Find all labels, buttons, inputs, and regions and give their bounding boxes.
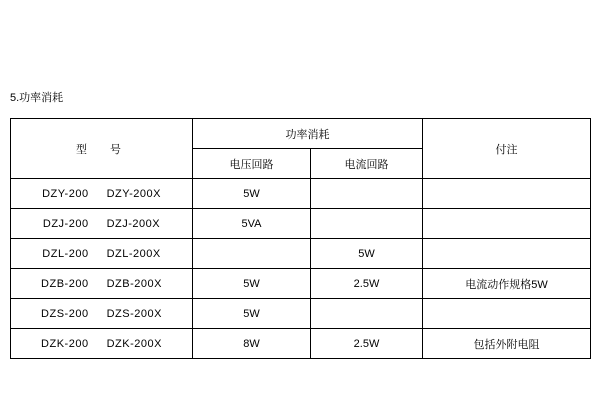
model-code-a: DZY-200 — [42, 187, 89, 200]
header-power: 功率消耗 — [193, 119, 423, 149]
cell-note: 包括外附电阻 — [423, 329, 591, 359]
cell-model — [11, 209, 193, 239]
cell-voltage: 8W — [193, 329, 311, 359]
table-header-row — [11, 119, 591, 149]
model-code-b: DZK-200X — [106, 337, 162, 350]
cell-note — [423, 179, 591, 209]
model-code-a: DZB-200 — [41, 277, 89, 290]
model-code-b: DZS-200X — [106, 307, 162, 320]
cell-current: 2.5W — [311, 329, 423, 359]
model-code-b: DZY-200X — [106, 187, 161, 200]
model-code-a: DZL-200 — [42, 247, 89, 260]
table-row — [11, 209, 591, 239]
cell-model — [11, 239, 193, 269]
table-row — [11, 269, 591, 299]
model-code-b: DZB-200X — [106, 277, 162, 290]
table-row — [11, 299, 591, 329]
cell-model — [11, 269, 193, 299]
header-voltage-circuit: 电压回路 — [193, 149, 311, 179]
cell-voltage: 5W — [193, 269, 311, 299]
cell-voltage — [193, 239, 311, 269]
cell-note: 电流动作规格5W — [423, 269, 591, 299]
cell-note — [423, 299, 591, 329]
table-row — [11, 239, 591, 269]
cell-model — [11, 179, 193, 209]
model-code-b: DZL-200X — [106, 247, 161, 260]
header-note: 付注 — [423, 119, 591, 179]
table-row — [11, 329, 591, 359]
cell-current: 2.5W — [311, 269, 423, 299]
cell-current — [311, 209, 423, 239]
table-row — [11, 179, 591, 209]
cell-voltage: 5W — [193, 299, 311, 329]
header-current-circuit: 电流回路 — [311, 149, 423, 179]
cell-model — [11, 299, 193, 329]
section-title: 5.功率消耗 — [10, 92, 64, 104]
cell-current: 5W — [311, 239, 423, 269]
header-model: 型 号 — [11, 119, 193, 179]
cell-current — [311, 179, 423, 209]
model-code-a: DZK-200 — [41, 337, 89, 350]
cell-model — [11, 329, 193, 359]
cell-note — [423, 239, 591, 269]
model-code-a: DZS-200 — [41, 307, 89, 320]
power-consumption-table-wrapper — [10, 118, 590, 359]
model-code-b: DZJ-200X — [106, 217, 161, 230]
cell-voltage: 5W — [193, 179, 311, 209]
power-consumption-table — [10, 118, 591, 359]
cell-voltage: 5VA — [193, 209, 311, 239]
cell-note — [423, 209, 591, 239]
model-code-a: DZJ-200 — [42, 217, 89, 230]
cell-current — [311, 299, 423, 329]
